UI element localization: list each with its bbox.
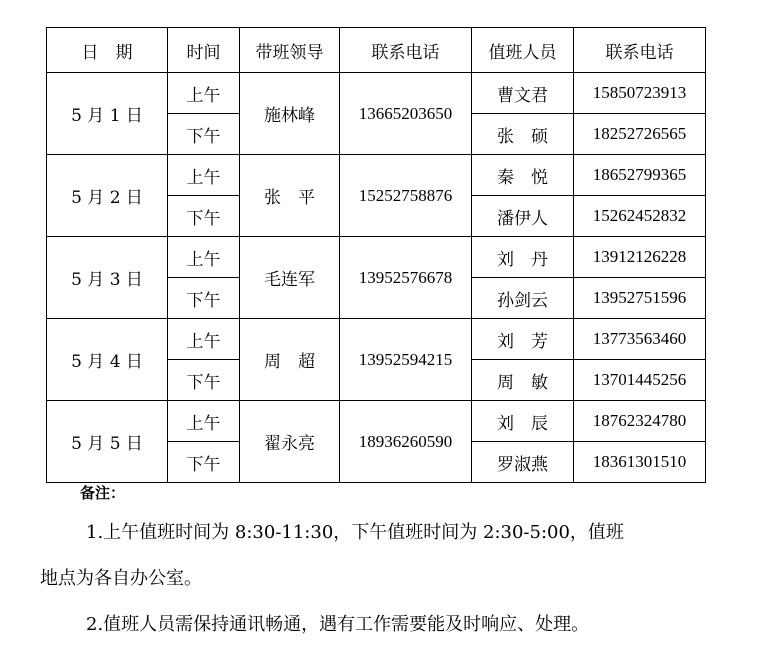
staff-name: 刘 丹 — [472, 237, 574, 278]
leader-name: 施林峰 — [240, 73, 340, 155]
table-row — [47, 73, 706, 114]
staff-name: 刘 辰 — [472, 401, 574, 442]
table-row — [47, 155, 706, 196]
staff-phone: 13773563460 — [574, 319, 706, 360]
leader-name: 毛连军 — [240, 237, 340, 319]
note-item-2: 2.值班人员需保持通讯畅通，遇有工作需要能及时响应、处理。 — [86, 614, 590, 635]
header-leader: 带班领导 — [240, 28, 340, 73]
period-am: 上午 — [168, 237, 240, 278]
period-pm: 下午 — [168, 196, 240, 237]
leader-phone: 13952594215 — [340, 319, 472, 401]
date-cell: 5 月 3 日 — [47, 237, 168, 319]
date-cell: 5 月 5 日 — [47, 401, 168, 483]
duty-schedule-table — [46, 27, 706, 483]
staff-name: 张 硕 — [472, 114, 574, 155]
table-row — [47, 319, 706, 360]
period-pm: 下午 — [168, 360, 240, 401]
note-item-1: 1.上午值班时间为 8:30-11:30，下午值班时间为 2:30-5:00，值班 — [86, 522, 624, 543]
table-row — [47, 401, 706, 442]
header-time: 时间 — [168, 28, 240, 73]
staff-phone: 13701445256 — [574, 360, 706, 401]
staff-phone: 13912126228 — [574, 237, 706, 278]
period-am: 上午 — [168, 73, 240, 114]
leader-phone: 18936260590 — [340, 401, 472, 483]
leader-name: 张 平 — [240, 155, 340, 237]
leader-phone: 15252758876 — [340, 155, 472, 237]
table-row — [47, 237, 706, 278]
staff-phone: 13952751596 — [574, 278, 706, 319]
staff-phone: 18252726565 — [574, 114, 706, 155]
staff-name: 曹文君 — [472, 73, 574, 114]
staff-name: 潘伊人 — [472, 196, 574, 237]
header-staff-phone: 联系电话 — [574, 28, 706, 73]
table-header-row — [47, 28, 706, 73]
note-item-1-continued: 地点为各自办公室。 — [40, 568, 202, 589]
staff-phone: 15850723913 — [574, 73, 706, 114]
header-date: 日 期 — [47, 28, 168, 73]
period-am: 上午 — [168, 319, 240, 360]
period-pm: 下午 — [168, 278, 240, 319]
staff-phone: 18652799365 — [574, 155, 706, 196]
date-cell: 5 月 4 日 — [47, 319, 168, 401]
date-cell: 5 月 1 日 — [47, 73, 168, 155]
period-pm: 下午 — [168, 114, 240, 155]
staff-name: 孙剑云 — [472, 278, 574, 319]
leader-name: 翟永亮 — [240, 401, 340, 483]
staff-name: 罗淑燕 — [472, 442, 574, 483]
leader-phone: 13665203650 — [340, 73, 472, 155]
period-am: 上午 — [168, 401, 240, 442]
notes-title: 备注： — [80, 484, 126, 502]
header-staff: 值班人员 — [472, 28, 574, 73]
date-cell: 5 月 2 日 — [47, 155, 168, 237]
staff-phone: 18361301510 — [574, 442, 706, 483]
period-am: 上午 — [168, 155, 240, 196]
leader-name: 周 超 — [240, 319, 340, 401]
staff-phone: 18762324780 — [574, 401, 706, 442]
period-pm: 下午 — [168, 442, 240, 483]
staff-name: 刘 芳 — [472, 319, 574, 360]
staff-name: 周 敏 — [472, 360, 574, 401]
leader-phone: 13952576678 — [340, 237, 472, 319]
header-leader-phone: 联系电话 — [340, 28, 472, 73]
staff-name: 秦 悦 — [472, 155, 574, 196]
staff-phone: 15262452832 — [574, 196, 706, 237]
